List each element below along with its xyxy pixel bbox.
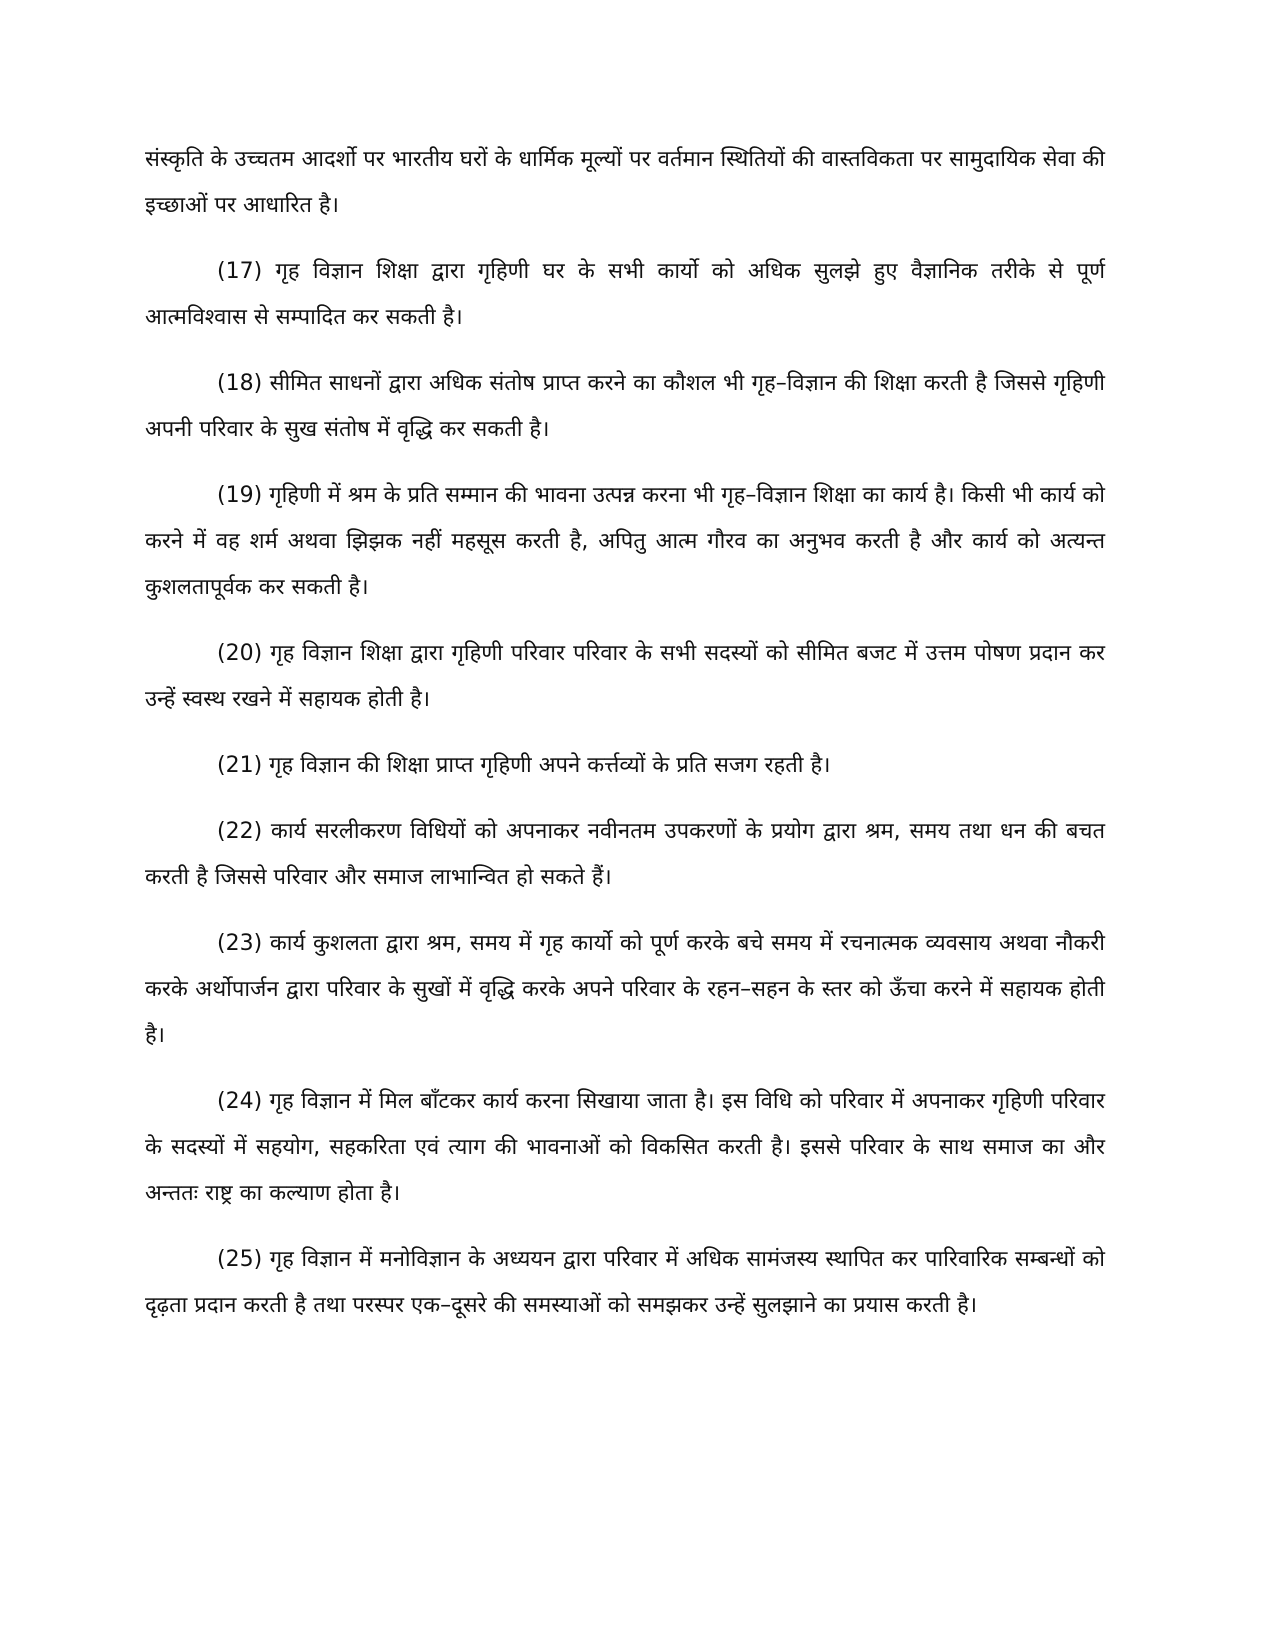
paragraph-20: (20) गृह विज्ञान शिक्षा द्वारा गृहिणी परिवार परिवार के सभी सदस्यों को सीमित बजट में उत्तम पोषण प्रदान कर उन्हें स्वस्थ रखने में सहायक होती है। <box>145 641 1105 712</box>
paragraph-18: (18) सीमित साधनों द्वारा अधिक संतोष प्राप्त करने का कौशल भी गृह–विज्ञान की शिक्षा करती है जिससे गृहिणी अपनी परिवार के सुख संतोष में वृद्धि कर सकती है। <box>145 371 1105 442</box>
paragraph-24: (24) गृह विज्ञान में मिल बाँटकर कार्य करना सिखाया जाता है। इस विधि को परिवार में अपनाकर गृहिणी परिवार के सदस्यों में सहयोग, सहकरिता एवं त्याग की भावनाओं को विकसित करती है। इससे परिवार के साथ समाज का और अन्ततः राष्ट्र का कल्याण होता है। <box>145 1089 1105 1206</box>
paragraph-21: (21) गृह विज्ञान की शिक्षा प्राप्त गृहिणी अपने कर्त्तव्यों के प्रति सजग रहती है। <box>217 753 831 778</box>
document-body <box>145 137 1105 1349</box>
paragraph-23: (23) कार्य कुशलता द्वारा श्रम, समय में गृह कार्यो को पूर्ण करके बचे समय में रचनात्मक व्यवसाय अथवा नौकरी करके अर्थोपार्जन द्वारा परिवार के सुखों में वृद्धि करके अपने परिवार के रहन–सहन के स्तर को ऊँचा करने में सहायक होती है। <box>145 931 1105 1048</box>
paragraph-17: (17) गृह विज्ञान शिक्षा द्वारा गृहिणी घर के सभी कार्यो को अधिक सुलझे हुए वैज्ञानिक तरीके से पूर्ण आत्मविश्वास से सम्पादित कर सकती है। <box>145 259 1105 330</box>
paragraph-22: (22) कार्य सरलीकरण विधियों को अपनाकर नवीनतम उपकरणों के प्रयोग द्वारा श्रम, समय तथा धन की बचत करती है जिससे परिवार और समाज लाभान्वित हो सकते हैं। <box>145 819 1105 890</box>
paragraph-continuation: संस्कृति के उच्चतम आदर्शो पर भारतीय घरों के धार्मिक मूल्यों पर वर्तमान स्थितियों की वास्तविकता पर सामुदायिक सेवा की इच्छाओं पर आधारित है। <box>145 147 1106 218</box>
paragraph-19: (19) गृहिणी में श्रम के प्रति सम्मान की भावना उत्पन्न करना भी गृह–विज्ञान शिक्षा का कार्य है। किसी भी कार्य को करने में वह शर्म अथवा झिझक नहीं महसूस करती है, अपितु आत्म गौरव का अनुभव करती है और कार्य को अत्यन्त कुशलतापूर्वक कर सकती है। <box>145 483 1105 600</box>
paragraph-25: (25) गृह विज्ञान में मनोविज्ञान के अध्ययन द्वारा परिवार में अधिक सामंजस्य स्थापित कर पारिवारिक सम्बन्धों को दृढ़ता प्रदान करती है तथा परस्पर एक–दूसरे की समस्याओं को समझकर उन्हें सुलझाने का प्रयास करती है। <box>145 1247 1105 1318</box>
